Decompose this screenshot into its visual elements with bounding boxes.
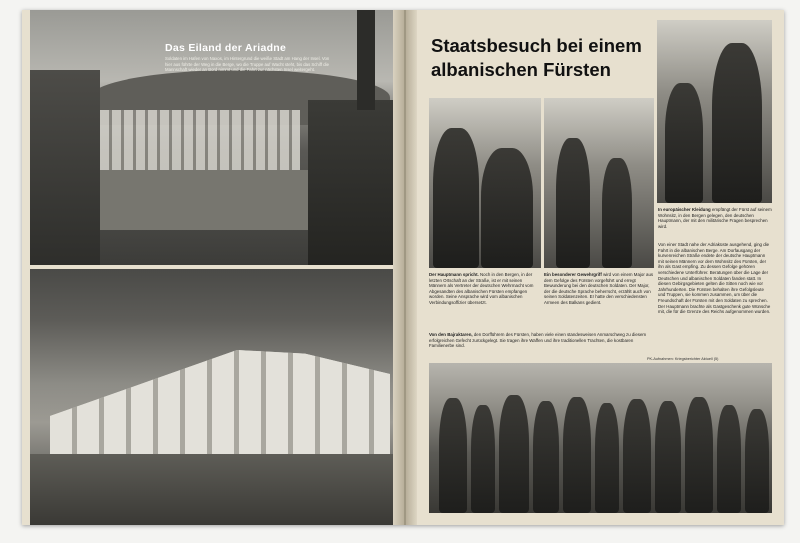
right-page xyxy=(417,10,784,525)
white-town xyxy=(50,344,390,464)
caption-gewehrgriff-lead: Ein besonderer Gewehrgriff xyxy=(544,272,602,277)
left-page-heading: Das Eiland der Ariadne xyxy=(165,42,287,54)
caption-gewehrgriff xyxy=(544,272,654,306)
caption-bajraktaren xyxy=(429,332,654,349)
caption-hauptmann-lead: Der Hauptmann spricht. xyxy=(429,272,479,277)
page-gutter xyxy=(393,10,417,525)
foreground-ground xyxy=(30,454,393,525)
left-page-caption: Soldaten im Hafen von Naxos, im Hintergrund die weiße Stadt am Hang der Insel. Von hier aus führte der Weg in die Berge, wo die Truppe auf Wacht steht, bis das Schiff die Mannschaft wieder an Bord nimmt und die Fahrt zur nächsten Insel weitergeht. xyxy=(165,56,330,72)
hauptmann-photo xyxy=(429,98,541,268)
harbor-photo xyxy=(30,10,393,265)
caption-stadt xyxy=(658,242,772,315)
photo-credit: PK-Aufnahmen: Kriegsberichter Aktuell (5) xyxy=(647,357,719,361)
magazine-spread xyxy=(22,10,784,525)
harbor-town xyxy=(100,110,300,170)
caption-hauptmann xyxy=(429,272,539,306)
gewehrgriff-photo xyxy=(544,98,654,268)
caption-hauptmann-text: Noch in den Bergen, in der letzten Ortschaft an der Straße, ist er mit seinen Männern als Vertreter der deutschen Wehrmacht vom Abgesandten des albanischen Fürsten empfangen worden. Seine Ansprache wird vom albanischen Verbindungsoffizier übersetzt. xyxy=(429,272,534,305)
soldiers-right-group xyxy=(308,100,393,265)
hill-town-photo xyxy=(30,269,393,525)
caption-kleidung-text: empfängt der Fürst auf seinem Wohnsitz, in den Bergen gelegen, den deutschen Hauptmann, der mit den militärische Fragen besprechen wird. xyxy=(658,207,772,229)
ship-mast xyxy=(357,10,375,110)
soldiers-left-group xyxy=(30,70,100,265)
article-title: Staatsbesuch bei einem albanischen Fürsten xyxy=(431,35,642,80)
caption-kleidung xyxy=(658,207,772,229)
fuerst-photo xyxy=(657,20,772,203)
group-photo xyxy=(429,363,772,513)
caption-stadt-text: Von einer Stadt nahe der Adriaküste ausgehend, ging die Fahrt in die albanischen Berge. Am Dorfausgang der kurvenreichen Straße endete der deutsche Hauptmann mit seinen Männern vor dem Wohnsitz des Fürsten, der ihn als Gast empfing. Zu dessen Gefolge gehören verschiedene Unterführer. Beratungen über die Lage der Deutschen und albanischen Soldaten fanden statt. In diesen Gebirgsgebieten gelten die Sitten noch wie vor Jahrhunderten. Die Fürsten behalten ihre Gefolgsleute und Truppen, sie kommen zusammen, um über die Freundschaft der Fürsten mit den Soldaten zu sprechen. Der Hauptmann brachte als Gastgeschenk gute Wünsche mit, die für die Grenze des Reichs aufgenommen wurden. xyxy=(658,242,771,315)
caption-bajraktaren-lead: Von den Bajraktaren, xyxy=(429,332,473,337)
caption-gewehrgriff-text: wird von einem Major aus dem Gefolge des Fürsten vorgeführt und erregt Bewunderung bei den deutschen Soldaten. Der Major, der die deutsche Sprache beherrscht, erzählt auch von seinen Soldatenzeiten. Er hatte den verschiedensten Armeen des Balkans gedient. xyxy=(544,272,654,305)
caption-kleidung-lead: In europäischer Kleidung xyxy=(658,207,711,212)
caption-bajraktaren-text: den Dorfführern des Fürsten, haben viele einen standesweisen Anmarschweg zu diesem erfolgreichen Gefecht zurückgelegt. Sie tragen ihre Waffen und ihre traditionellen Trachten, die kostbaren Familienerbe sind. xyxy=(429,332,647,349)
